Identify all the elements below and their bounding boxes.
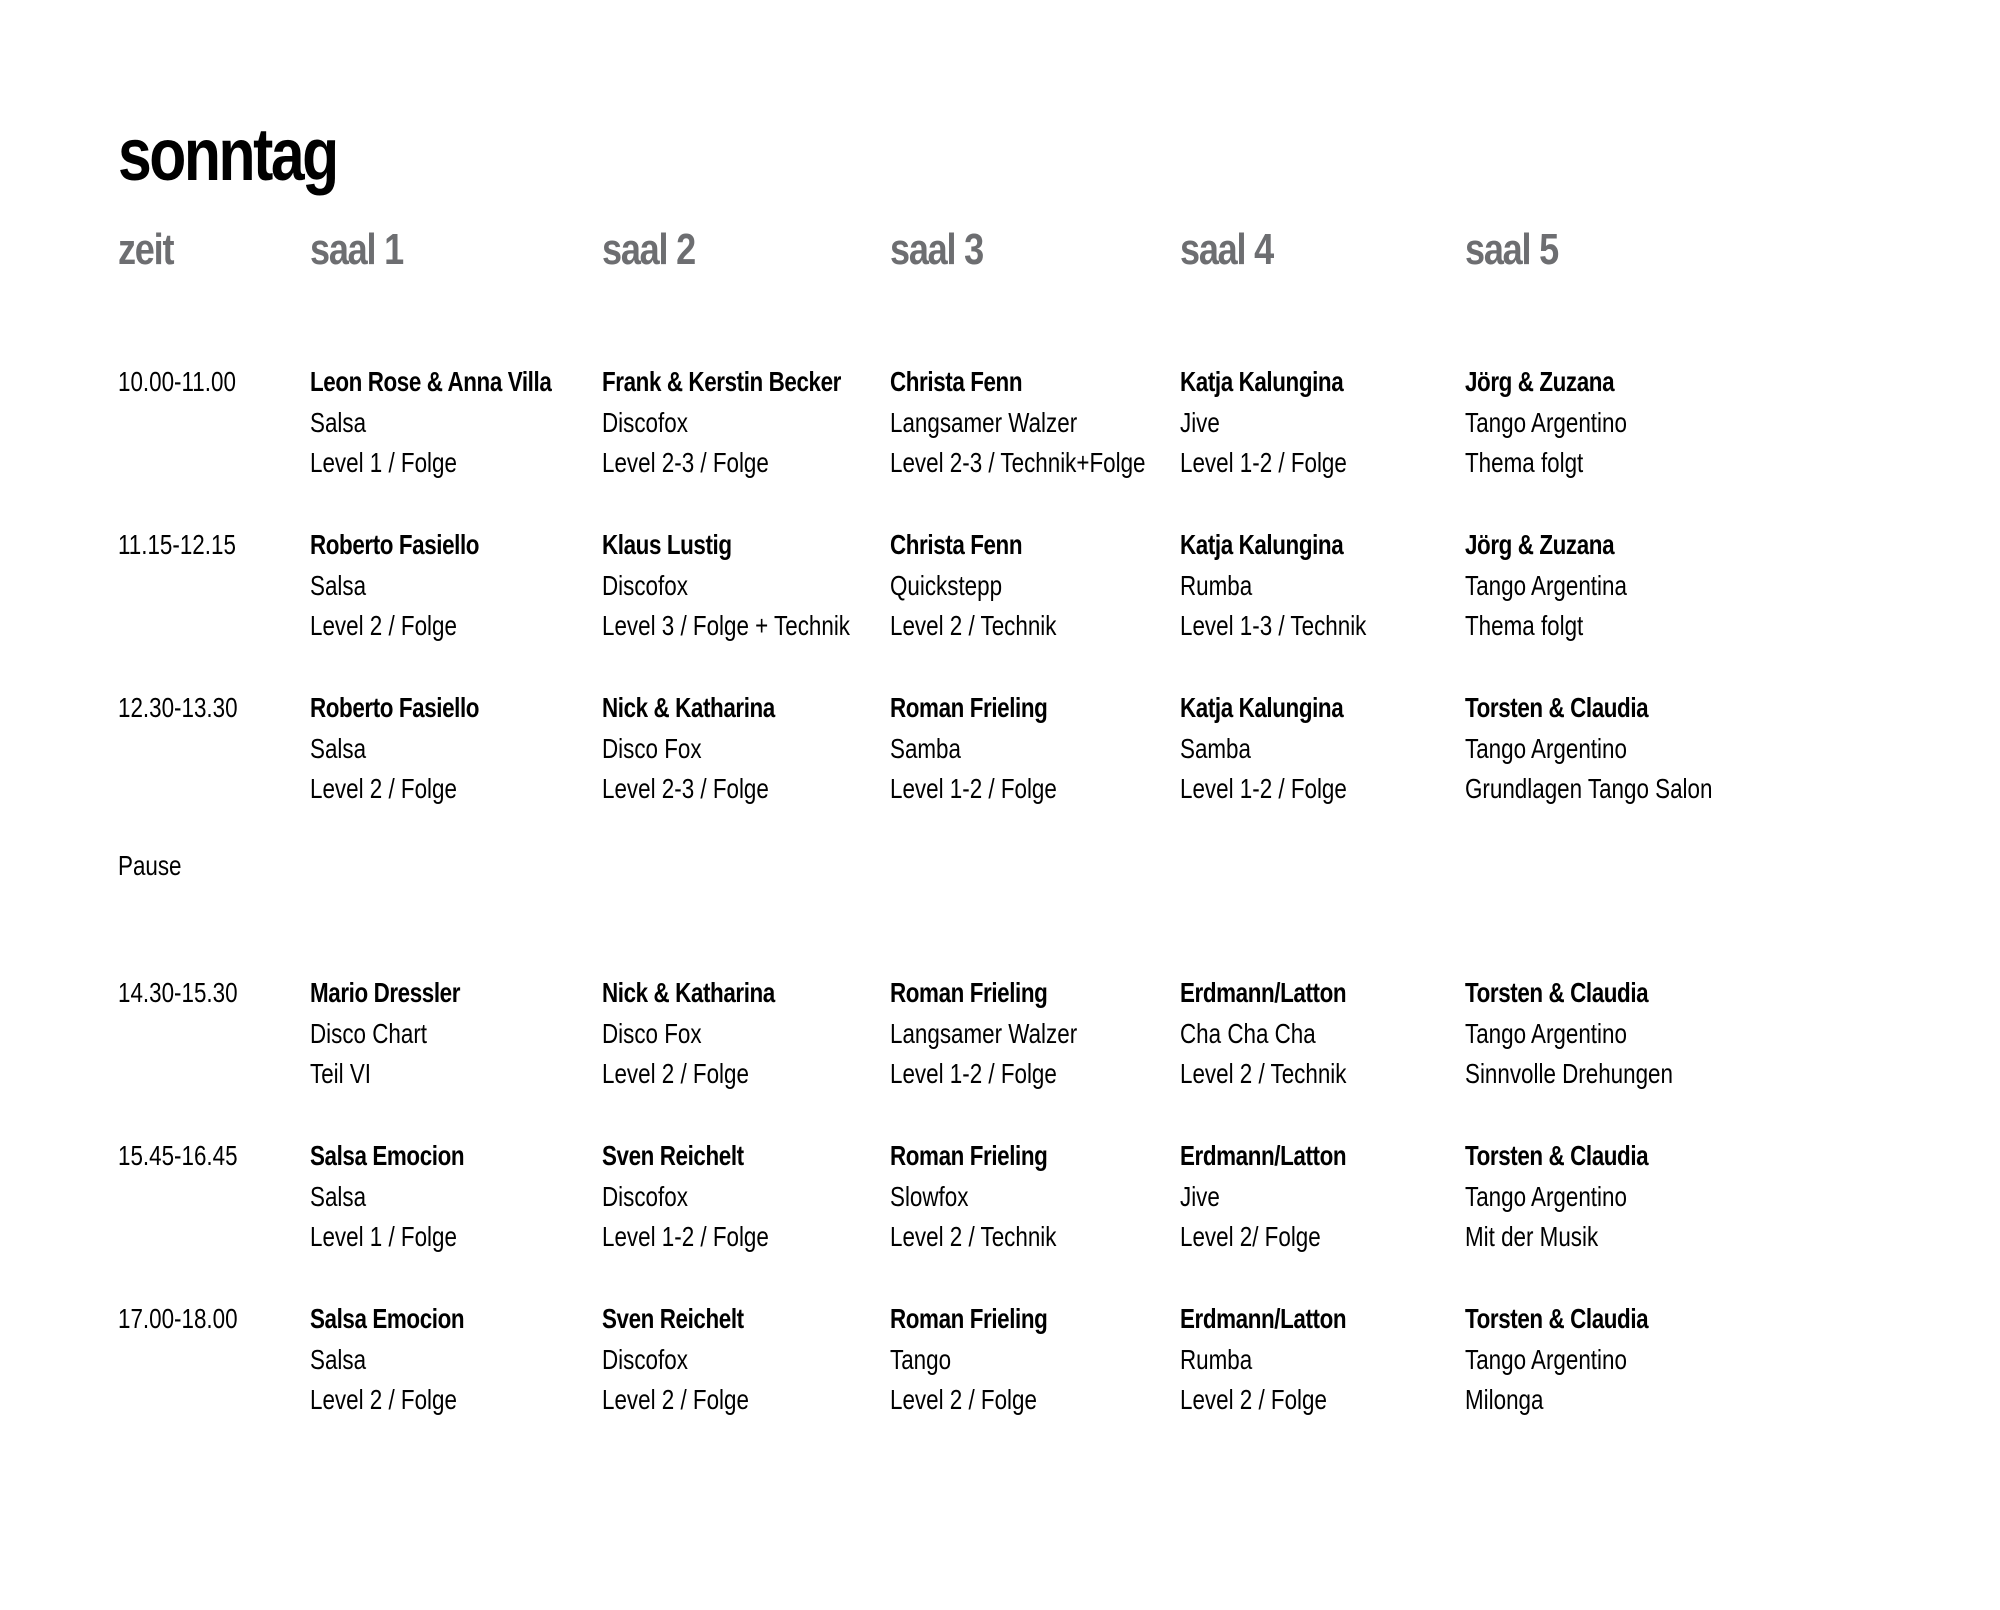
session-cell <box>602 362 841 484</box>
session-dance: Discofox <box>602 1343 688 1375</box>
session-level: Thema folgt <box>1465 447 1584 478</box>
session-level: Level 1-2 / Folge <box>602 1221 769 1252</box>
session-name: Salsa Emocion <box>310 1303 465 1334</box>
session-dance: Disco Fox <box>602 732 702 764</box>
session-name: Roman Frieling <box>890 977 1048 1008</box>
session-level: Level 1-2 / Folge <box>890 1058 1057 1089</box>
session-name: Katja Kalungina <box>1180 692 1344 723</box>
session-cell <box>310 362 551 484</box>
session-dance: Salsa <box>310 1343 367 1375</box>
session-cell <box>1465 525 1627 647</box>
session-name: Katja Kalungina <box>1180 366 1344 397</box>
session-level: Teil VI <box>310 1058 371 1089</box>
session-level: Grundlagen Tango Salon <box>1465 773 1713 804</box>
session-cell <box>1180 688 1347 810</box>
session-name: Torsten & Claudia <box>1465 1140 1649 1171</box>
session-cell <box>890 525 1056 647</box>
session-name: Salsa Emocion <box>310 1140 465 1171</box>
session-name: Torsten & Claudia <box>1465 977 1649 1008</box>
session-level: Level 1-3 / Technik <box>1180 610 1367 641</box>
session-name: Roman Frieling <box>890 692 1048 723</box>
session-cell <box>310 1299 464 1421</box>
session-name: Klaus Lustig <box>602 529 732 560</box>
header-saal-1: saal 1 <box>310 225 403 274</box>
session-dance: Disco Fox <box>602 1017 702 1049</box>
session-dance: Salsa <box>310 1180 367 1212</box>
session-level: Level 1 / Folge <box>310 447 457 478</box>
session-level: Level 2 / Folge <box>310 610 457 641</box>
session-name: Leon Rose & Anna Villa <box>310 366 552 397</box>
session-dance: Samba <box>890 732 961 764</box>
session-name: Roberto Fasiello <box>310 692 480 723</box>
session-dance: Tango Argentino <box>1465 732 1627 764</box>
session-name: Jörg & Zuzana <box>1465 529 1615 560</box>
session-cell <box>1465 973 1673 1095</box>
session-level: Level 1-2 / Folge <box>1180 447 1347 478</box>
session-dance: Discofox <box>602 406 688 438</box>
session-cell <box>310 973 460 1095</box>
session-name: Torsten & Claudia <box>1465 1303 1649 1334</box>
session-cell <box>602 1299 749 1421</box>
session-level: Level 2 / Folge <box>1180 1384 1327 1415</box>
session-dance: Tango Argentino <box>1465 1017 1627 1049</box>
session-name: Erdmann/Latton <box>1180 1303 1347 1334</box>
session-dance: Salsa <box>310 569 367 601</box>
session-level: Sinnvolle Drehungen <box>1465 1058 1673 1089</box>
session-dance: Cha Cha Cha <box>1180 1017 1316 1049</box>
session-level: Mit der Musik <box>1465 1221 1599 1252</box>
session-level: Level 1-2 / Folge <box>1180 773 1347 804</box>
session-level: Level 2/ Folge <box>1180 1221 1321 1252</box>
header-zeit: zeit <box>118 225 174 274</box>
session-dance: Discofox <box>602 1180 688 1212</box>
session-cell <box>310 525 479 647</box>
session-level: Level 2-3 / Technik+Folge <box>890 447 1146 478</box>
session-cell <box>602 973 775 1095</box>
session-dance: Rumba <box>1180 1343 1253 1375</box>
session-name: Torsten & Claudia <box>1465 692 1649 723</box>
session-dance: Salsa <box>310 406 367 438</box>
session-name: Christa Fenn <box>890 529 1023 560</box>
header-saal-5: saal 5 <box>1465 225 1558 274</box>
session-name: Katja Kalungina <box>1180 529 1344 560</box>
time-slot: 10.00-11.00 <box>118 366 236 397</box>
session-level: Thema folgt <box>1465 610 1584 641</box>
session-dance: Tango Argentino <box>1465 1343 1627 1375</box>
session-cell <box>1180 973 1346 1095</box>
session-dance: Langsamer Walzer <box>890 1017 1078 1049</box>
time-slot: 12.30-13.30 <box>118 692 238 723</box>
session-dance: Jive <box>1180 406 1220 438</box>
session-name: Nick & Katharina <box>602 692 775 723</box>
session-cell <box>602 525 850 647</box>
session-level: Level 2-3 / Folge <box>602 447 769 478</box>
session-cell <box>1180 525 1366 647</box>
time-slot: 11.15-12.15 <box>118 529 236 560</box>
time-slot: 17.00-18.00 <box>118 1303 238 1334</box>
session-name: Roman Frieling <box>890 1140 1048 1171</box>
session-level: Level 2 / Technik <box>890 610 1057 641</box>
session-dance: Jive <box>1180 1180 1220 1212</box>
session-dance: Disco Chart <box>310 1017 428 1049</box>
session-cell <box>1465 362 1627 484</box>
session-name: Roman Frieling <box>890 1303 1048 1334</box>
session-dance: Tango Argentino <box>1465 406 1627 438</box>
session-cell <box>1180 1299 1346 1421</box>
session-level: Level 2 / Technik <box>890 1221 1057 1252</box>
session-level: Level 2 / Folge <box>602 1058 749 1089</box>
session-name: Nick & Katharina <box>602 977 775 1008</box>
session-name: Erdmann/Latton <box>1180 1140 1347 1171</box>
header-saal-3: saal 3 <box>890 225 983 274</box>
session-dance: Tango Argentina <box>1465 569 1627 601</box>
session-level: Level 2-3 / Folge <box>602 773 769 804</box>
session-cell <box>1180 1136 1346 1258</box>
session-level: Level 1-2 / Folge <box>890 773 1057 804</box>
session-level: Level 1 / Folge <box>310 1221 457 1252</box>
page-title: sonntag <box>118 113 337 196</box>
session-cell <box>602 688 775 810</box>
pause-label: Pause <box>118 850 182 881</box>
session-name: Erdmann/Latton <box>1180 977 1347 1008</box>
session-cell <box>1465 1299 1648 1421</box>
session-dance: Langsamer Walzer <box>890 406 1078 438</box>
session-cell <box>310 688 479 810</box>
session-name: Jörg & Zuzana <box>1465 366 1615 397</box>
session-name: Mario Dressler <box>310 977 461 1008</box>
session-cell <box>602 1136 769 1258</box>
session-dance: Tango Argentino <box>1465 1180 1627 1212</box>
session-name: Christa Fenn <box>890 366 1023 397</box>
session-level: Level 2 / Folge <box>890 1384 1037 1415</box>
session-dance: Tango <box>890 1343 952 1375</box>
session-level: Level 2 / Folge <box>310 773 457 804</box>
session-dance: Rumba <box>1180 569 1253 601</box>
session-dance: Discofox <box>602 569 688 601</box>
session-cell <box>310 1136 464 1258</box>
header-saal-4: saal 4 <box>1180 225 1273 274</box>
time-slot: 14.30-15.30 <box>118 977 238 1008</box>
session-level: Level 2 / Technik <box>1180 1058 1347 1089</box>
time-slot: 15.45-16.45 <box>118 1140 238 1171</box>
session-dance: Slowfox <box>890 1180 969 1212</box>
session-cell <box>890 688 1057 810</box>
session-name: Frank & Kerstin Becker <box>602 366 841 397</box>
session-name: Roberto Fasiello <box>310 529 480 560</box>
session-cell <box>890 362 1145 484</box>
session-cell <box>890 1136 1056 1258</box>
session-cell <box>1465 688 1712 810</box>
session-cell <box>1465 1136 1648 1258</box>
session-name: Sven Reichelt <box>602 1140 744 1171</box>
session-cell <box>890 973 1077 1095</box>
session-dance: Quickstepp <box>890 569 1003 601</box>
session-level: Level 2 / Folge <box>602 1384 749 1415</box>
session-dance: Salsa <box>310 732 367 764</box>
session-level: Level 2 / Folge <box>310 1384 457 1415</box>
session-dance: Samba <box>1180 732 1251 764</box>
session-cell <box>890 1299 1047 1421</box>
header-saal-2: saal 2 <box>602 225 695 274</box>
session-level: Level 3 / Folge + Technik <box>602 610 851 641</box>
session-level: Milonga <box>1465 1384 1544 1415</box>
session-cell <box>1180 362 1347 484</box>
session-name: Sven Reichelt <box>602 1303 744 1334</box>
